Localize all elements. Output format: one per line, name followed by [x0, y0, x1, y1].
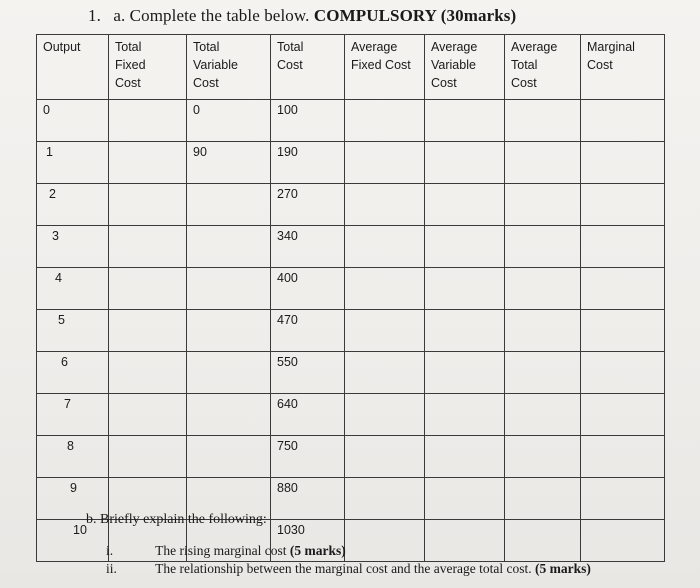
output-cell: 4 — [37, 268, 109, 310]
part-b-item-1 — [106, 543, 346, 559]
afc-cell — [345, 268, 425, 310]
afc-cell — [345, 100, 425, 142]
cost-table — [36, 34, 665, 562]
header-total-fixed-cost — [109, 35, 187, 100]
header-line: Marginal — [587, 40, 635, 54]
tc-cell: 640 — [271, 394, 345, 436]
header-total-cost — [271, 35, 345, 100]
mc-cell — [581, 436, 665, 478]
part-b-intro: b. Briefly explain the following: — [86, 512, 267, 527]
afc-cell — [345, 394, 425, 436]
header-line: Cost — [115, 76, 141, 90]
tc-cell: 880 — [271, 478, 345, 520]
output-cell: 2 — [37, 184, 109, 226]
table-body — [37, 100, 665, 562]
tc-cell: 100 — [271, 100, 345, 142]
tvc-cell — [187, 184, 271, 226]
tvc-cell — [187, 352, 271, 394]
question-number: 1. — [88, 6, 101, 25]
table-row — [37, 142, 665, 184]
atc-cell — [505, 310, 581, 352]
output-cell: 10 — [37, 520, 109, 562]
mc-cell — [581, 394, 665, 436]
header-line: Variable — [431, 58, 476, 72]
header-line: Cost — [431, 76, 457, 90]
tvc-cell — [187, 268, 271, 310]
header-line: Total — [277, 40, 304, 54]
header-line: Cost — [587, 58, 613, 72]
atc-cell — [505, 436, 581, 478]
atc-cell — [505, 478, 581, 520]
mc-cell — [581, 310, 665, 352]
question-title — [88, 6, 516, 26]
atc-cell — [505, 268, 581, 310]
header-average-fixed-cost — [345, 35, 425, 100]
header-marginal-cost — [581, 35, 665, 100]
tfc-cell — [109, 352, 187, 394]
tfc-cell — [109, 100, 187, 142]
avc-cell — [425, 226, 505, 268]
part-b-item-2 — [106, 561, 591, 577]
tc-cell: 470 — [271, 310, 345, 352]
table-row — [37, 226, 665, 268]
atc-cell — [505, 100, 581, 142]
item-numeral: ii. — [106, 561, 117, 576]
item-numeral: i. — [106, 543, 114, 558]
atc-cell — [505, 184, 581, 226]
item-text: The rising marginal cost — [155, 543, 287, 558]
tc-cell: 1030 — [271, 520, 345, 562]
avc-cell — [425, 394, 505, 436]
afc-cell — [345, 478, 425, 520]
avc-cell — [425, 142, 505, 184]
output-cell: 3 — [37, 226, 109, 268]
table-row — [37, 100, 665, 142]
tfc-cell — [109, 226, 187, 268]
tc-cell: 190 — [271, 142, 345, 184]
header-average-variable-cost — [425, 35, 505, 100]
header-line: Average — [511, 40, 558, 54]
header-line: Total — [193, 40, 220, 54]
afc-cell — [345, 184, 425, 226]
output-cell: 5 — [37, 310, 109, 352]
tc-cell: 270 — [271, 184, 345, 226]
mc-cell — [581, 520, 665, 562]
avc-cell — [425, 352, 505, 394]
atc-cell — [505, 520, 581, 562]
tfc-cell — [109, 142, 187, 184]
tfc-cell — [109, 394, 187, 436]
afc-cell — [345, 436, 425, 478]
mc-cell — [581, 352, 665, 394]
mc-cell — [581, 100, 665, 142]
header-line: Cost — [511, 76, 537, 90]
header-line: Average — [431, 40, 478, 54]
avc-cell — [425, 310, 505, 352]
header-line: Fixed Cost — [351, 58, 411, 72]
question-text: a. Complete the table below. — [113, 6, 310, 25]
output-cell: 0 — [37, 100, 109, 142]
table-row — [37, 184, 665, 226]
tc-cell: 340 — [271, 226, 345, 268]
table-row — [37, 310, 665, 352]
mc-cell — [581, 478, 665, 520]
avc-cell — [425, 478, 505, 520]
tfc-cell — [109, 310, 187, 352]
question-emphasis: COMPULSORY (30marks) — [313, 6, 517, 25]
header-line: Fixed — [115, 58, 146, 72]
avc-cell — [425, 100, 505, 142]
table-header-row — [37, 35, 665, 100]
tvc-cell: 90 — [187, 142, 271, 184]
output-cell: 9 — [37, 478, 109, 520]
header-output — [37, 35, 109, 100]
atc-cell — [505, 142, 581, 184]
table-row — [37, 436, 665, 478]
afc-cell — [345, 142, 425, 184]
header-line: Average — [351, 40, 398, 54]
mc-cell — [581, 184, 665, 226]
avc-cell — [425, 436, 505, 478]
tfc-cell — [109, 184, 187, 226]
header-line: Cost — [277, 58, 303, 72]
avc-cell — [425, 184, 505, 226]
atc-cell — [505, 352, 581, 394]
mc-cell — [581, 226, 665, 268]
output-cell: 7 — [37, 394, 109, 436]
afc-cell — [345, 352, 425, 394]
tc-cell: 750 — [271, 436, 345, 478]
header-line: Variable — [193, 58, 238, 72]
output-cell: 1 — [37, 142, 109, 184]
table-row — [37, 394, 665, 436]
mc-cell — [581, 142, 665, 184]
header-average-total-cost — [505, 35, 581, 100]
atc-cell — [505, 394, 581, 436]
header-line: Output — [43, 40, 81, 54]
afc-cell — [345, 310, 425, 352]
tvc-cell — [187, 394, 271, 436]
item-marks: (5 marks) — [289, 543, 346, 558]
tvc-cell — [187, 226, 271, 268]
mc-cell — [581, 268, 665, 310]
atc-cell — [505, 226, 581, 268]
avc-cell — [425, 268, 505, 310]
header-line: Total — [511, 58, 538, 72]
tfc-cell — [109, 436, 187, 478]
afc-cell — [345, 226, 425, 268]
tvc-cell — [187, 310, 271, 352]
tvc-cell: 0 — [187, 100, 271, 142]
avc-cell — [425, 520, 505, 562]
item-text: The relationship between the marginal cost and the average total cost. — [155, 561, 532, 576]
afc-cell — [345, 520, 425, 562]
tvc-cell — [187, 436, 271, 478]
output-cell: 6 — [37, 352, 109, 394]
header-line: Total — [115, 40, 142, 54]
table-row — [37, 352, 665, 394]
tfc-cell — [109, 268, 187, 310]
output-cell: 8 — [37, 436, 109, 478]
table-row — [37, 268, 665, 310]
tc-cell: 550 — [271, 352, 345, 394]
header-line: Cost — [193, 76, 219, 90]
item-marks: (5 marks) — [535, 561, 591, 576]
header-total-variable-cost — [187, 35, 271, 100]
tc-cell: 400 — [271, 268, 345, 310]
